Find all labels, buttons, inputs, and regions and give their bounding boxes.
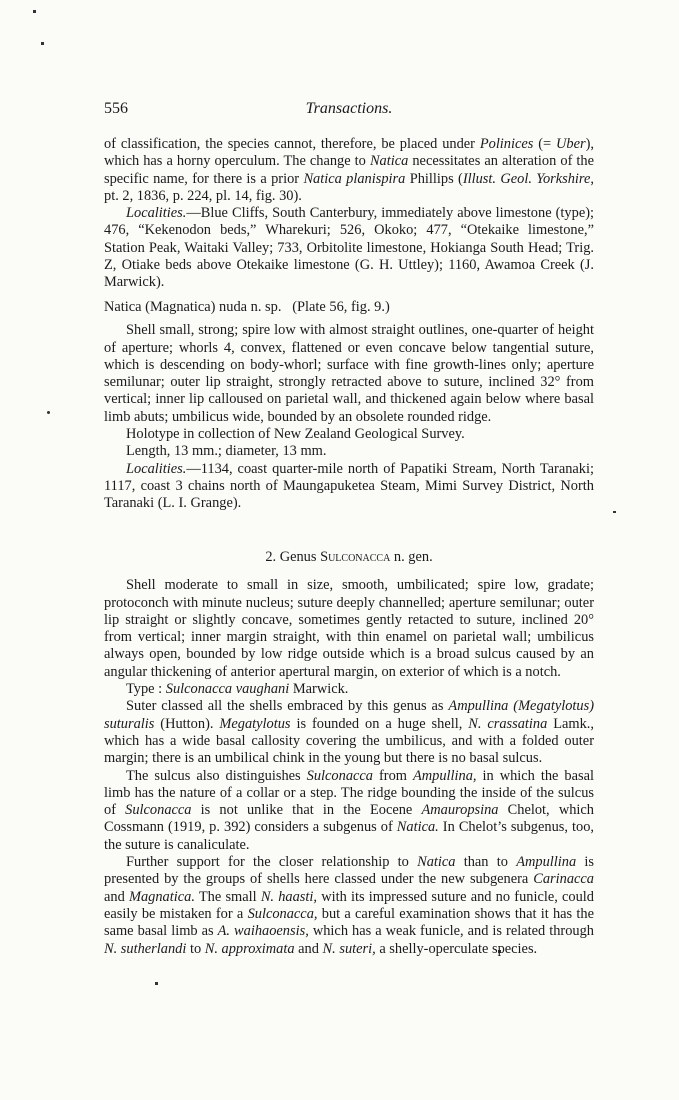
species-holotype: Holotype in collection of New Zealand Geological Survey. (126, 426, 465, 443)
continuation-localities: Localities.—Blue Cliffs, South Canterbury, immediately above limestone (type); 476, “Kekenodon beds,” Wharekuri; 526, Okoko; 477, “Otekaike limestone,” Station Peak, Waitaki Valley; 733, Orbitolite limestone, Hokianga South Head; Trig. Z, Otiake beds above Otekaike limestone (G. H. Uttley); 1160, Awamoa Creek (J. Marwick). (104, 205, 594, 291)
page-number: 556 (104, 100, 128, 117)
genus-type: Type : Sulconacca vaughani Marwick. (126, 681, 349, 698)
species-localities: Localities.—1134, coast quarter-mile north of Papatiki Stream, North Taranaki; 1117, coast 3 chains north of Maungapuketea Steam, Mimi Survey District, North Taranaki (L. I. Grange). (104, 460, 594, 512)
page-header (104, 100, 594, 124)
continuation-section (104, 136, 594, 292)
genus-heading: 2. Genus Sulconacca n. gen. (265, 549, 433, 565)
genus-description: Shell moderate to small in size, smooth, umbilicated; spire low, gradate; protoconch with minute nucleus; suture deeply channelled; aperture semilunar; outer lip straight or slightly concave, sometimes gently retacted to suture, inclined 20° from vertical; inner margin straight, with thin enamel on parietal wall; umbilicus always open, bounded by low ridge outside which is a broad sulcus caused by an angular thickening of anterior apertural margin, on exterior of which is a notch. (104, 577, 594, 680)
scan-speck (613, 511, 616, 513)
scan-speck (41, 42, 44, 45)
species-description: Shell small, strong; spire low with almost straight outlines, one-quarter of height of aperture; whorls 4, convex, flattened or even concave below tangential suture, which is descending on body-whorl; surface with fine growth-lines only; aperture semilunar; outer lip straight, strongly retracted above to suture, inclined 32° from vertical; inner lip calloused on parietal wall, and thickened again below where basal limb abuts; umbilicus wide, bounded by an obsolete rounded ridge. (104, 322, 594, 425)
genus-remark-paragraph: Suter classed all the shells embraced by this genus as Ampullina (Megatylotus) suturalis (Hutton). Megatylotus is founded on a huge shell, N. crassatina Lamk., which has a wide basal callosity covering the umbilicus, and with a folded outer margin; there is an umbilical chink in the young but there is no basal sulcus. (104, 698, 594, 767)
species-dimensions: Length, 13 mm.; diameter, 13 mm. (126, 443, 327, 460)
continuation-paragraph: of classification, the species cannot, therefore, be placed under Polinices (= Uber), which has a horny operculum. The change to Natica necessitates an alteration of the specific name, for there is a prior Natica planispira Phillips (Illust. Geol. Yorkshire, pt. 2, 1836, p. 224, pl. 14, fig. 30). (104, 136, 594, 204)
scan-speck (33, 10, 36, 13)
running-title: Transactions. (305, 100, 393, 117)
species-heading: Natica (Magnatica) nuda n. sp. (Plate 56, fig. 9.) (104, 299, 390, 315)
scan-speck (47, 411, 50, 414)
genus-section (104, 549, 594, 958)
genus-remark-paragraph: Further support for the closer relationship to Natica than to Ampullina is presented by the groups of shells here classed under the new subgenera Carinacca and Magnatica. The small N. haasti, with its impressed suture and no funicle, could easily be mistaken for a Sulconacca, but a careful examination shows that it has the same basal limb as A. waihaoensis, which has a weak funicle, and is related through N. sutherlandi to N. approximata and N. suteri, a shelly-operculate species. (104, 854, 594, 957)
species-section (104, 299, 594, 513)
genus-remark-paragraph: The sulcus also distinguishes Sulconacca from Ampullina, in which the basal limb has the nature of a collar or a step. The ridge bounding the inside of the sulcus of Sulconacca is not unlike that in the Eocene Amauropsina Chelot, which Cossmann (1919, p. 392) considers a subgenus of Natica. In Chelot’s subgenus, too, the suture is canaliculate. (104, 767, 594, 853)
scan-speck (155, 982, 158, 985)
